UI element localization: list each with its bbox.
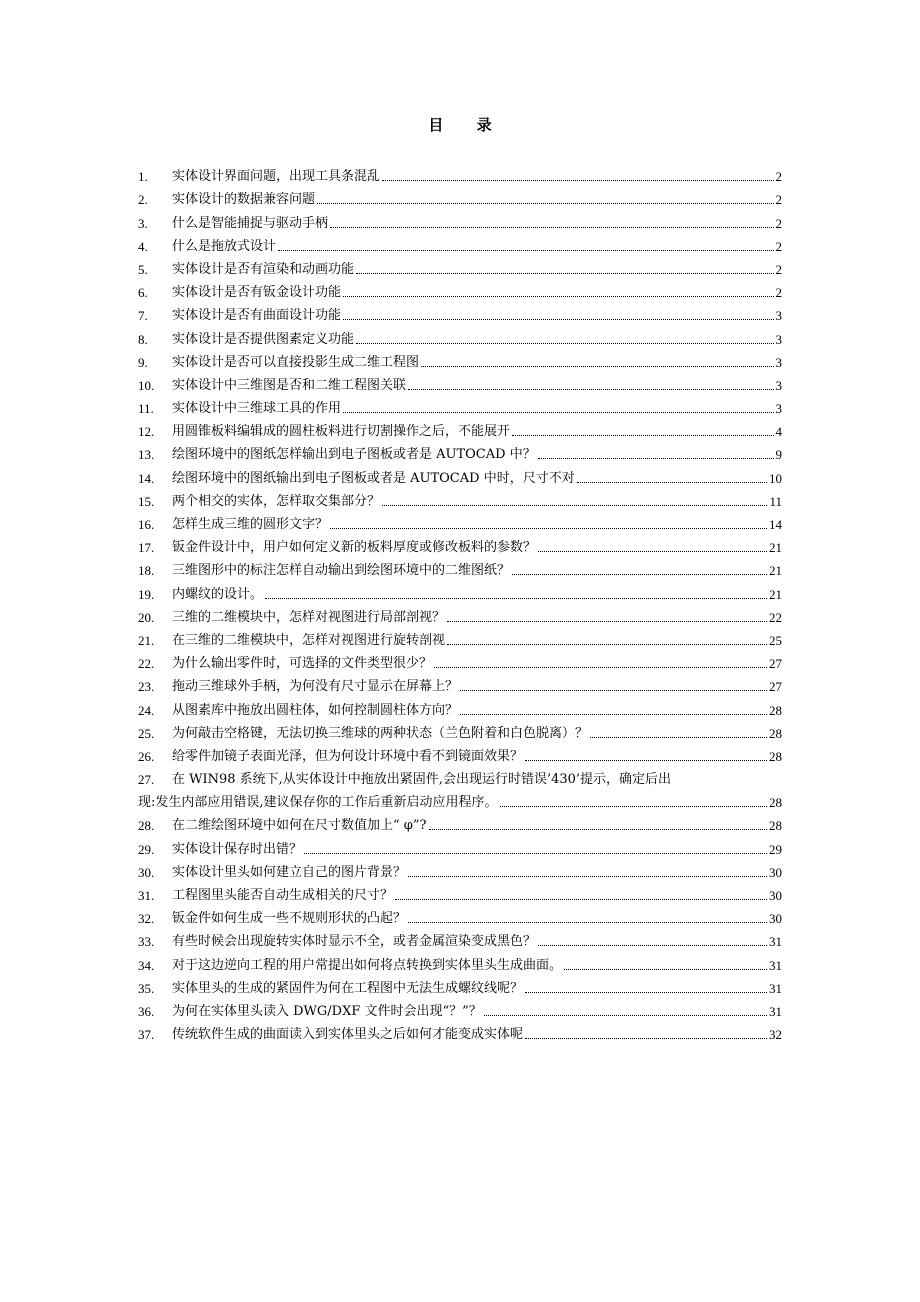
toc-entry-title: 为什么输出零件时，可选择的文件类型很少？ <box>172 656 433 672</box>
toc-entry-page-number: 28 <box>769 748 782 764</box>
dot-leader <box>538 945 767 946</box>
toc-entry-title: 为何在实体里头读入 DWG/DXF 文件时会出现“？”？ <box>172 1003 482 1019</box>
toc-entry-number: 19. <box>138 586 155 602</box>
toc-entry[interactable] <box>138 278 782 301</box>
toc-entry-page-number: 28 <box>769 702 782 718</box>
toc-entry-page-number: 31 <box>769 934 782 950</box>
toc-entry-title-continued: 现:发生内部应用错误,建议保存你的工作后重新启动应用程序。 <box>138 795 498 811</box>
dot-leader <box>343 319 773 320</box>
toc-entry-number: 17. <box>138 540 155 556</box>
toc-entry[interactable] <box>138 904 782 927</box>
toc-entry-title: 实体设计是否有渲染和动画功能 <box>172 261 355 277</box>
toc-entry[interactable] <box>138 463 782 486</box>
toc-entry-number: 34. <box>138 957 155 973</box>
toc-entry[interactable] <box>138 510 782 533</box>
dot-leader <box>525 1038 767 1039</box>
dot-leader <box>343 412 773 413</box>
toc-entry-title: 什么是拖放式设计 <box>172 238 277 254</box>
toc-entry-page-number: 28 <box>769 818 782 834</box>
toc-entry-number: 26. <box>138 748 155 764</box>
toc-entry-title: 实体里头的生成的紧固件为何在工程图中无法生成螺纹线呢？ <box>172 980 524 996</box>
toc-entry[interactable] <box>138 417 782 440</box>
toc-entry-number: 10. <box>138 377 155 393</box>
dot-leader <box>408 389 773 390</box>
toc-entry-page-number: 29 <box>769 841 782 857</box>
toc-entry[interactable] <box>138 348 782 371</box>
toc-entry-number: 5. <box>138 261 148 277</box>
toc-entry-number: 16. <box>138 517 155 532</box>
toc-entry[interactable] <box>138 950 782 973</box>
toc-entry-number: 9. <box>138 354 148 370</box>
toc-entry-page-number: 21 <box>769 586 782 602</box>
toc-entry-title: 为何敲击空格键，无法切换三维球的两种状态（兰色附着和白色脱离）？ <box>172 725 589 741</box>
dot-leader <box>460 714 767 715</box>
toc-entry-number: 13. <box>138 447 155 463</box>
dot-leader <box>484 1015 767 1016</box>
toc-entry-page-number: 2 <box>775 215 782 231</box>
toc-entry-page-number: 21 <box>769 540 782 556</box>
toc-entry-title: 绘图环境中的图纸怎样输出到电子图板或者是 AUTOCAD 中？ <box>172 447 536 463</box>
toc-entry-page-number: 2 <box>775 192 782 208</box>
toc-entry-title: 实体设计保存时出错？ <box>172 841 303 857</box>
toc-entry-title: 工程图里头能否自动生成相关的尺寸？ <box>172 888 394 903</box>
toc-entry-page-number: 2 <box>775 238 782 254</box>
toc-entry-title: 在 WIN98 系统下,从实体设计中拖放出紧固件,会出现运行时错误’430’提示，确定后出 <box>172 772 672 788</box>
toc-entry-page-number: 22 <box>769 609 782 625</box>
dot-leader <box>330 227 773 228</box>
toc-entry[interactable] <box>138 742 782 765</box>
toc-entry[interactable] <box>138 881 782 904</box>
toc-entry-number: 29. <box>138 841 155 857</box>
toc-entry-number: 36. <box>138 1003 155 1019</box>
toc-entry-title: 实体设计是否有钣金设计功能 <box>172 285 342 301</box>
toc-entry-title: 给零件加镜子表面光泽，但为何设计环境中看不到镜面效果？ <box>172 748 524 764</box>
toc-entry-page-number: 9 <box>775 447 782 463</box>
toc-entry-number: 23. <box>138 679 155 695</box>
toc-entry-number: 33. <box>138 934 155 950</box>
toc-entry-title: 钣金件设计中，用户如何定义新的板料厚度或修改板料的参数？ <box>172 540 537 556</box>
dot-leader <box>512 435 773 436</box>
toc-entry-page-number: 3 <box>775 308 782 324</box>
toc-entry[interactable] <box>138 579 782 602</box>
toc-entry[interactable] <box>138 487 782 510</box>
toc-entry-number: 20. <box>138 609 155 625</box>
toc-entry[interactable] <box>138 371 782 394</box>
toc-entry[interactable] <box>138 162 782 185</box>
toc-entry-title: 传统软件生成的曲面读入到实体里头之后如何才能变成实体呢 <box>172 1027 524 1043</box>
toc-entry[interactable] <box>138 834 782 857</box>
dot-leader <box>447 644 767 645</box>
toc-entry-title: 拖动三维球外手柄，为何没有尺寸显示在屏幕上？ <box>172 679 459 695</box>
toc-entry-title: 对于这边逆向工程的用户常提出如何将点转换到实体里头生成曲面。 <box>172 957 563 973</box>
toc-entry-title: 钣金件如何生成一些不规则形状的凸起？ <box>172 911 407 927</box>
toc-entry-number: 11. <box>138 401 154 417</box>
toc-entry-title: 从图素库中拖放出圆柱体，如何控制圆柱体方向？ <box>172 702 459 718</box>
dot-leader <box>408 922 767 923</box>
toc-entry[interactable] <box>138 811 782 834</box>
toc-entry[interactable] <box>138 232 782 255</box>
toc-entry-number: 15. <box>138 493 155 509</box>
toc-entry-title: 内螺纹的设计。 <box>172 586 264 602</box>
dot-leader <box>278 250 773 251</box>
toc-entry[interactable] <box>138 603 782 626</box>
toc-entry-number: 1. <box>138 169 148 185</box>
dot-leader <box>525 992 767 993</box>
dot-leader <box>429 829 768 830</box>
dot-leader <box>317 203 773 204</box>
toc-entry-number: 2. <box>138 192 148 208</box>
toc-entry-page-number: 30 <box>769 888 782 903</box>
dot-leader <box>434 667 767 668</box>
toc-entry-number: 22. <box>138 656 155 672</box>
dot-leader <box>538 551 767 552</box>
toc-entry-page-number: 21 <box>769 563 782 579</box>
toc-entry-number: 32. <box>138 911 155 927</box>
toc-entry-title: 有些时候会出现旋转实体时显示不全，或者金属渲染变成黑色？ <box>172 934 537 950</box>
dot-leader <box>421 366 773 367</box>
toc-entry-page-number: 2 <box>775 169 782 185</box>
toc-entry-number: 25. <box>138 725 155 741</box>
toc-entry-page-number: 28 <box>769 725 782 741</box>
toc-entry-number: 6. <box>138 285 148 301</box>
toc-entry[interactable] <box>138 858 782 881</box>
toc-entry[interactable] <box>138 255 782 278</box>
toc-entry-title: 实体设计中三维球工具的作用 <box>172 401 342 417</box>
toc-entry-title: 三维的二维模块中，怎样对视图进行局部剖视？ <box>172 609 446 625</box>
toc-entry-title: 实体设计是否可以直接投影生成二维工程图 <box>172 354 420 370</box>
toc-entry[interactable] <box>138 927 782 950</box>
dot-leader <box>447 621 767 622</box>
toc-entry-page-number: 31 <box>769 957 782 973</box>
dot-leader <box>395 899 767 900</box>
toc-entry-title: 实体设计的数据兼容问题 <box>172 192 316 208</box>
toc-entry-page-number: 31 <box>769 980 782 996</box>
dot-leader <box>408 876 767 877</box>
toc-entry-number: 8. <box>138 331 148 347</box>
toc-entry[interactable] <box>138 672 782 695</box>
toc-entry-number: 7. <box>138 308 148 324</box>
toc-entry-page-number: 25 <box>769 632 782 648</box>
toc-entry-title: 实体设计中三维图是否和二维工程图关联 <box>172 377 407 393</box>
dot-leader <box>343 296 773 297</box>
toc-entry[interactable] <box>138 626 782 649</box>
toc-entry[interactable] <box>138 695 782 718</box>
toc-entry-title: 在三维的二维模块中，怎样对视图进行旋转剖视 <box>172 632 446 648</box>
toc-entry[interactable] <box>138 533 782 556</box>
dot-leader <box>356 343 773 344</box>
toc-entry-number: 24. <box>138 702 155 718</box>
toc-entry[interactable] <box>138 556 782 579</box>
toc-entry-page-number: 3 <box>775 331 782 347</box>
toc-entry-page-number: 31 <box>769 1003 782 1019</box>
toc-entry-title: 绘图环境中的图纸输出到电子图板或者是 AUTOCAD 中时，尺寸不对 <box>172 470 575 486</box>
toc-entry[interactable] <box>138 185 782 208</box>
dot-leader <box>265 598 767 599</box>
toc-entry-page-number: 27 <box>769 656 782 672</box>
toc-entry-page-number: 4 <box>775 424 782 440</box>
toc-entry[interactable] <box>138 208 782 231</box>
toc-entry-number: 14. <box>138 470 155 486</box>
toc-entry-title: 两个相交的实体，怎样取交集部分？ <box>172 493 381 509</box>
page-title: 目 录 <box>428 116 506 134</box>
table-of-contents <box>138 162 782 1043</box>
toc-entry-number: 27. <box>138 772 155 788</box>
toc-entry-number: 12. <box>138 424 155 440</box>
toc-entry-page-number: 2 <box>775 261 782 277</box>
toc-entry-page-number: 11 <box>769 493 782 509</box>
toc-entry-title: 怎样生成三维的圆形文字？ <box>172 517 329 532</box>
toc-entry-number: 18. <box>138 563 155 579</box>
toc-entry-number: 37. <box>138 1027 155 1043</box>
dot-leader <box>577 482 767 483</box>
toc-entry-page-number: 27 <box>769 679 782 695</box>
toc-entry-title: 实体设计是否有曲面设计功能 <box>172 308 342 324</box>
toc-entry-title: 三维图形中的标注怎样自动输出到绘图环境中的二维图纸？ <box>172 563 511 579</box>
toc-entry-page-number: 28 <box>769 795 782 811</box>
dot-leader <box>356 273 773 274</box>
toc-entry-number: 4. <box>138 238 148 254</box>
toc-entry[interactable] <box>138 324 782 347</box>
dot-leader <box>304 853 767 854</box>
toc-entry[interactable] <box>138 974 782 997</box>
dot-leader <box>330 528 767 529</box>
dot-leader <box>500 806 767 807</box>
dot-leader <box>590 737 767 738</box>
toc-entry-title: 用圆锥板料编辑成的圆柱板料进行切割操作之后，不能展开 <box>172 424 511 440</box>
toc-entry-number: 35. <box>138 980 155 996</box>
toc-entry[interactable] <box>138 997 782 1020</box>
toc-entry[interactable] <box>138 301 782 324</box>
toc-entry-number: 31. <box>138 888 155 903</box>
toc-entry[interactable] <box>138 1020 782 1043</box>
toc-entry-title: 什么是智能捕捉与驱动手柄 <box>172 215 329 231</box>
toc-entry[interactable] <box>138 765 782 811</box>
dot-leader <box>382 505 767 506</box>
toc-entry-page-number: 2 <box>775 285 782 301</box>
toc-entry-page-number: 14 <box>769 517 782 532</box>
toc-entry-number: 30. <box>138 864 155 880</box>
toc-entry[interactable] <box>138 649 782 672</box>
dot-leader <box>382 180 773 181</box>
dot-leader <box>564 969 767 970</box>
dot-leader <box>512 574 767 575</box>
toc-entry-title: 在二维绘图环境中如何在尺寸数值加上“ φ”? <box>172 818 427 834</box>
toc-entry-page-number: 32 <box>769 1027 782 1043</box>
dot-leader <box>460 690 767 691</box>
toc-entry-page-number: 3 <box>775 354 782 370</box>
dot-leader <box>525 760 767 761</box>
toc-entry[interactable] <box>138 440 782 463</box>
toc-entry-number: 21. <box>138 632 155 648</box>
toc-entry-title: 实体设计里头如何建立自己的图片背景？ <box>172 864 407 880</box>
toc-entry-title: 实体设计界面问题，出现工具条混乱 <box>172 169 381 185</box>
toc-entry-page-number: 30 <box>769 911 782 927</box>
toc-entry-page-number: 3 <box>775 401 782 417</box>
toc-entry-number: 28. <box>138 818 155 834</box>
toc-entry-title: 实体设计是否提供图素定义功能 <box>172 331 355 347</box>
toc-entry[interactable] <box>138 394 782 417</box>
toc-entry-number: 3. <box>138 215 148 231</box>
toc-entry-page-number: 10 <box>769 470 782 486</box>
toc-entry[interactable] <box>138 719 782 742</box>
dot-leader <box>538 458 774 459</box>
toc-entry-page-number: 30 <box>769 864 782 880</box>
toc-entry-page-number: 3 <box>775 377 782 393</box>
